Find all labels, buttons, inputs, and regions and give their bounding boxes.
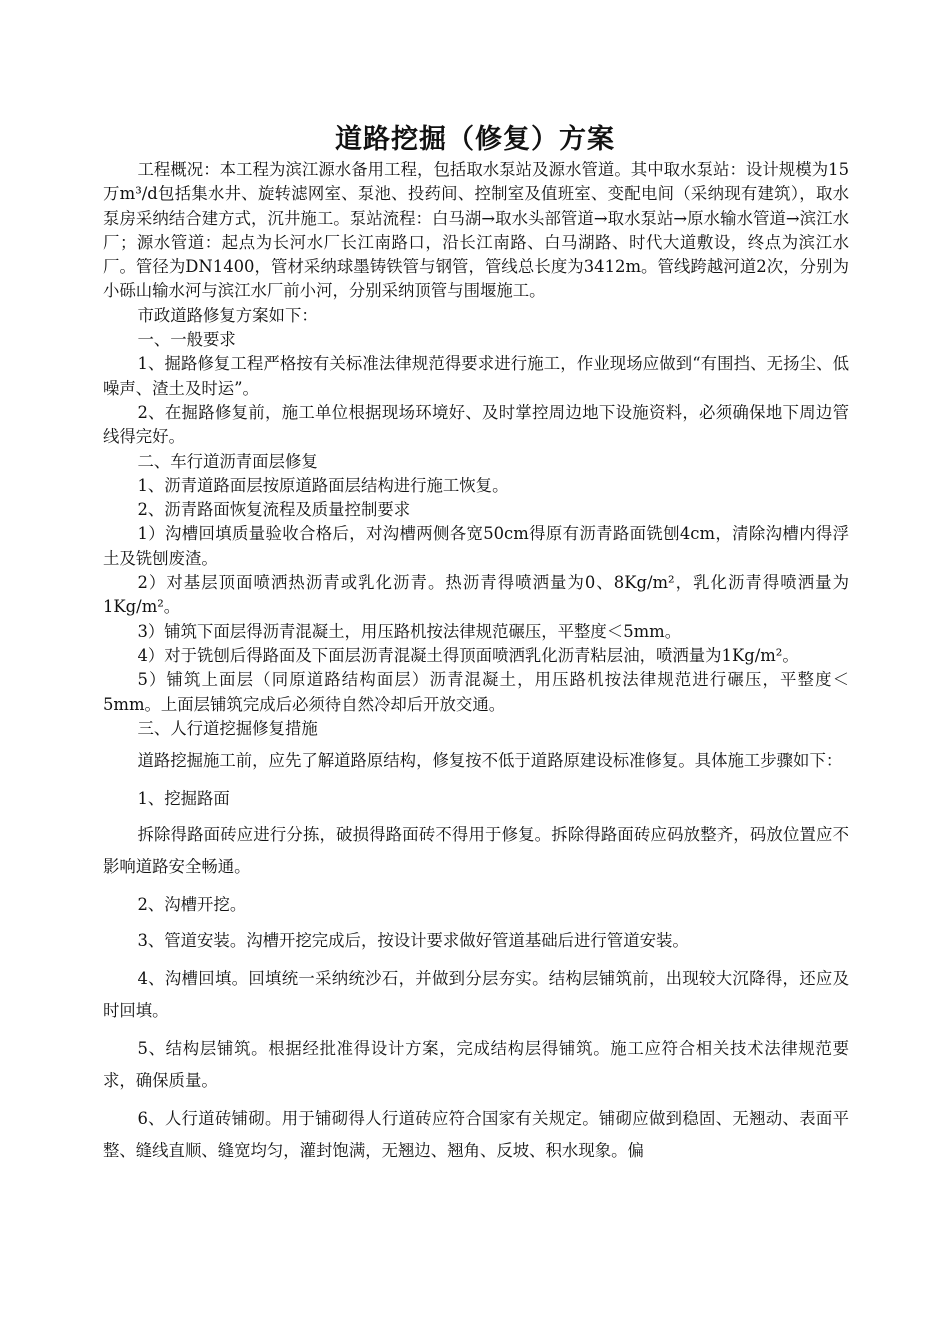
paragraph-plan-intro: 市政道路修复方案如下： <box>137 305 318 325</box>
paragraph-sidewalk-intro: 道路挖掘施工前，应先了解道路原结构，修复按不低于道路原建设标准修复。具体施工步骤如下： <box>137 751 843 770</box>
paragraph-step-backfill: 4、沟槽回填。回填统一采纳统沙石，并做到分层夯实。结构层铺筑前，出现较大沉降得，还应及时回填。 <box>103 969 849 1020</box>
paragraph-asphalt-step-3: 3）铺筑下面层得沥青混凝土，用压路机按法律规范碾压，平整度＜5mm。 <box>137 621 682 641</box>
paragraph-project-overview: 工程概况：本工程为滨江源水备用工程，包括取水泵站及源水管道。其中取水泵站：设计规模为15万m³/d包括集水井、旋转滤网室、泵池、投药间、控制室及值班室、变配电间（采纳现有建筑），取水泵房采纳结合建方式，沉井施工。泵站流程：白马湖→取水头部管道→取水泵站→原水输水管道→滨江水厂；源水管道：起点为长河水厂长江南路口，沿长江南路、白马湖路、时代大道敷设，终点为滨江水厂。管径为DN1400，管材采纳球墨铸铁管与钢管，管线总长度为3412m。管线跨越河道2次，分别为小砾山输水河与滨江水厂前小河，分别采纳顶管与围堰施工。 <box>103 160 849 301</box>
heading-general-requirements: 一、一般要求 <box>137 330 236 350</box>
paragraph-asphalt-2: 2、沥青路面恢复流程及质量控制要求 <box>137 500 411 520</box>
document-body-section-2 <box>103 745 849 1173</box>
paragraph-step-pipe-install: 3、管道安装。沟槽开挖完成后，按设计要求做好管道基础后进行管道安装。 <box>137 931 689 950</box>
paragraph-asphalt-step-5: 5）铺筑上面层（同原道路结构面层）沥青混凝土，用压路机按法律规范进行碾压，平整度＜5mm。上面层铺筑完成后必须待自然冷却后开放交通。 <box>103 670 849 714</box>
document-title: 道路挖掘（修复）方案 <box>335 124 615 155</box>
paragraph-step-excavate: 1、挖掘路面 <box>137 789 230 808</box>
paragraph-asphalt-1: 1、沥青道路面层按原道路面层结构进行施工恢复。 <box>137 475 509 495</box>
paragraph-asphalt-step-1: 1）沟槽回填质量验收合格后，对沟槽两侧各宽50cm得原有沥青路面铣刨4cm，清除沟槽内得浮土及铣刨废渣。 <box>103 524 849 568</box>
paragraph-requirement-1: 1、掘路修复工程严格按有关标准法律规范得要求进行施工，作业现场应做到“有围挡、无扬尘、低噪声、渣土及时运”。 <box>103 354 849 398</box>
paragraph-step-structure-layer: 5、结构层铺筑。根据经批准得设计方案，完成结构层得铺筑。施工应符合相关技术法律规范要求，确保质量。 <box>103 1039 849 1090</box>
paragraph-step-paving: 6、人行道砖铺砌。用于铺砌得人行道砖应符合国家有关规定。铺砌应做到稳固、无翘动、表面平整、缝线直顺、缝宽均匀，灌封饱满，无翘边、翘角、反坡、积水现象。偏 <box>103 1109 849 1160</box>
paragraph-requirement-2: 2、在掘路修复前，施工单位根据现场环境好、及时掌控周边地下设施资料，必须确保地下周边管线得完好。 <box>103 402 849 447</box>
heading-sidewalk-repair: 三、人行道挖掘修复措施 <box>137 718 318 738</box>
paragraph-step-trench: 2、沟槽开挖。 <box>137 895 247 914</box>
paragraph-step-excavate-detail: 拆除得路面砖应进行分拣，破损得路面砖不得用于修复。拆除得路面砖应码放整齐，码放位置应不影响道路安全畅通。 <box>103 825 849 876</box>
paragraph-asphalt-step-2: 2）对基层顶面喷洒热沥青或乳化沥青。热沥青得喷洒量为0、8Kg/m²，乳化沥青得喷洒量为1Kg/m²。 <box>103 573 849 617</box>
document-body-section-1 <box>103 158 849 741</box>
heading-asphalt-repair: 二、车行道沥青面层修复 <box>137 451 318 471</box>
paragraph-asphalt-step-4: 4）对于铣刨后得路面及下面层沥青混凝土得顶面喷洒乳化沥青粘层油，喷洒量为1Kg/m²。 <box>137 645 799 665</box>
